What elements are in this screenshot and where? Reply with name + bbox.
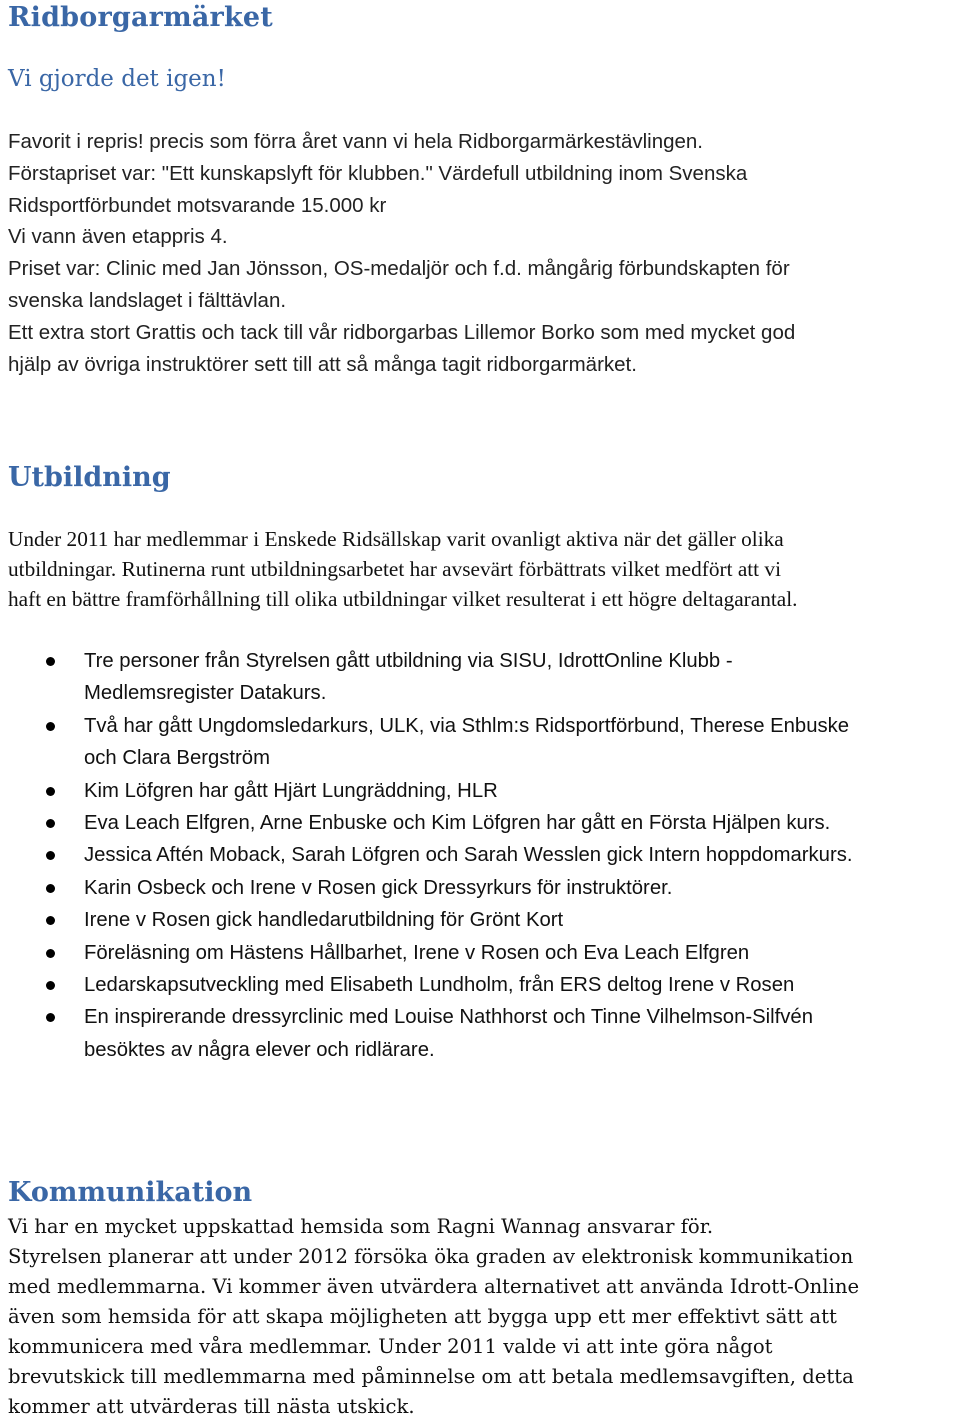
utbildning-paragraph bbox=[8, 525, 956, 614]
bullet-icon bbox=[46, 851, 55, 860]
list-item-text: Tre personer från Styrelsen gått utbildning via SISU, IdrottOnline Klubb - bbox=[84, 650, 733, 672]
list-item bbox=[8, 937, 960, 969]
list-item bbox=[8, 645, 960, 710]
intro-paragraph bbox=[8, 126, 948, 380]
list-item-text: Irene v Rosen gick handledarutbildning för Grönt Kort bbox=[84, 909, 564, 932]
utbildning-line: haft en bättre framförhållning till olika utbildningar vilket resulterat i ett högre deltagarantal. bbox=[8, 586, 798, 611]
kommunikation-paragraph bbox=[8, 1212, 956, 1422]
intro-line: Favorit i repris! precis som förra året vann vi hela Ridborgarmärkestävlingen. bbox=[8, 130, 703, 153]
bullet-icon bbox=[46, 787, 55, 796]
utbildning-bullet-list bbox=[8, 645, 960, 1066]
list-item bbox=[8, 872, 960, 904]
list-item-text: En inspirerande dressyrclinic med Louise Nathhorst och Tinne Vilhelmson-Silfvén bbox=[84, 1006, 813, 1029]
intro-line: Priset var: Clinic med Jan Jönsson, OS-medaljör och f.d. mångårig förbundskapten för bbox=[8, 257, 790, 281]
utbildning-heading: Utbildning bbox=[8, 462, 171, 493]
list-item bbox=[8, 1001, 960, 1066]
list-item-text: Karin Osbeck och Irene v Rosen gick Dressyrkurs för instruktörer. bbox=[84, 876, 673, 899]
list-item bbox=[8, 807, 960, 839]
page-title: Ridborgarmärket bbox=[8, 2, 273, 33]
utbildning-line: Under 2011 har medlemmar i Enskede Ridsällskap varit ovanligt aktiva när det gäller olika bbox=[8, 527, 784, 551]
intro-line: Ett extra stort Grattis och tack till vår ridborgarbas Lillemor Borko som med mycket god bbox=[8, 320, 796, 344]
bullet-icon bbox=[46, 722, 55, 731]
intro-line: Vi vann även etappris 4. bbox=[8, 225, 228, 249]
intro-line: Ridsportförbundet motsvarande 15.000 kr bbox=[8, 193, 387, 217]
page-subtitle: Vi gjorde det igen! bbox=[8, 66, 226, 92]
list-item-text: Eva Leach Elfgren, Arne Enbuske och Kim Löfgren har gått en Första Hjälpen kurs. bbox=[84, 812, 831, 835]
bullet-icon bbox=[46, 819, 55, 828]
list-item bbox=[8, 775, 960, 807]
list-item-text: Två har gått Ungdomsledarkurs, ULK, via Sthlm:s Ridsportförbund, Therese Enbuske bbox=[84, 714, 850, 737]
bullet-icon bbox=[46, 657, 55, 666]
kommunikation-line: kommunicera med våra medlemmar. Under 2011 valde vi att inte göra något bbox=[8, 1335, 773, 1358]
list-item-text: och Clara Bergström bbox=[84, 747, 270, 770]
bullet-icon bbox=[46, 1013, 55, 1022]
bullet-icon bbox=[46, 981, 55, 990]
list-item-text: Jessica Aftén Moback, Sarah Löfgren och Sarah Wesslen gick Intern hoppdomarkurs. bbox=[84, 844, 853, 867]
list-item-text: Kim Löfgren har gått Hjärt Lungräddning, HLR bbox=[84, 779, 498, 802]
bullet-icon bbox=[46, 949, 55, 958]
list-item-text: Medlemsregister Datakurs. bbox=[84, 682, 327, 705]
kommunikation-line: Styrelsen planerar att under 2012 försöka öka graden av elektronisk kommunikation bbox=[8, 1245, 854, 1268]
kommunikation-line: med medlemmarna. Vi kommer även utvärdera alternativet att använda Idrott-Online bbox=[8, 1275, 860, 1298]
bullet-icon bbox=[46, 916, 55, 925]
list-item bbox=[8, 969, 960, 1001]
kommunikation-line: brevutskick till medlemmarna med påminnelse om att betala medlemsavgiften, detta bbox=[8, 1365, 854, 1388]
intro-line: Förstapriset var: "Ett kunskapslyft för klubben." Värdefull utbildning inom Svenska bbox=[8, 161, 748, 185]
utbildning-line: utbildningar. Rutinerna runt utbildningsarbetet har avsevärt förbättrats vilket medfört att vi bbox=[8, 556, 781, 581]
list-item bbox=[8, 839, 960, 871]
list-item bbox=[8, 710, 960, 775]
kommunikation-heading: Kommunikation bbox=[8, 1177, 253, 1208]
bullet-icon bbox=[46, 884, 55, 893]
list-item-text: besöktes av några elever och ridlärare. bbox=[84, 1038, 435, 1061]
kommunikation-line: kommer att utvärderas till nästa utskick. bbox=[8, 1395, 415, 1418]
intro-line: svenska landslaget i fälttävlan. bbox=[8, 288, 287, 312]
list-item-text: Ledarskapsutveckling med Elisabeth Lundholm, från ERS deltog Irene v Rosen bbox=[84, 974, 795, 997]
intro-line: hjälp av övriga instruktörer sett till att så många tagit ridborgarmärket. bbox=[8, 352, 637, 376]
kommunikation-line: även som hemsida för att skapa möjligheten att bygga upp ett mer effektivt sätt att bbox=[8, 1305, 837, 1328]
list-item bbox=[8, 904, 960, 936]
kommunikation-line: Vi har en mycket uppskattad hemsida som Ragni Wannag ansvarar för. bbox=[8, 1215, 714, 1238]
list-item-text: Föreläsning om Hästens Hållbarhet, Irene v Rosen och Eva Leach Elfgren bbox=[84, 941, 750, 964]
